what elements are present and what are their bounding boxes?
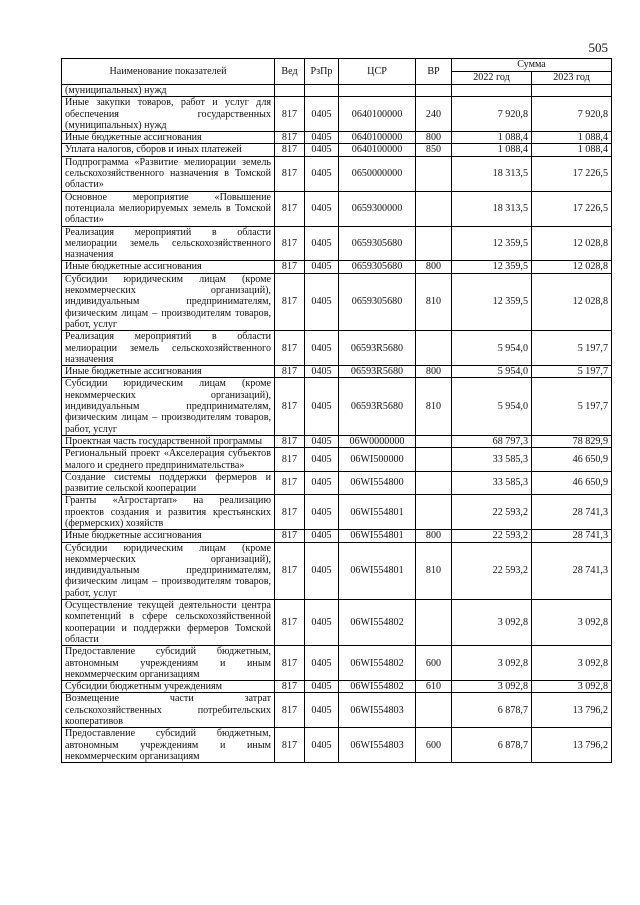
row-rzpr: 0405 <box>305 132 339 144</box>
row-vr <box>416 156 452 191</box>
row-ved: 817 <box>275 471 305 495</box>
row-csr: 06WI554801 <box>339 495 416 530</box>
row-rzpr: 0405 <box>305 226 339 261</box>
table-row <box>62 226 612 261</box>
row-ved: 817 <box>275 542 305 599</box>
header-vr: ВР <box>416 59 452 85</box>
row-sum-2022: 3 092,8 <box>452 600 532 646</box>
row-vr <box>416 600 452 646</box>
row-csr: 06WI554803 <box>339 693 416 728</box>
row-csr: 06WI554802 <box>339 646 416 681</box>
row-name: Уплата налогов, сборов и иных платежей <box>62 144 275 156</box>
row-csr: 06WI554801 <box>339 530 416 542</box>
table-row <box>62 728 612 763</box>
row-name: Гранты «Агростартап» на реализацию проектов создания и развития крестьянских (фермерских) хозяйств <box>62 495 275 530</box>
row-ved: 817 <box>275 681 305 693</box>
header-year-2022: 2022 год <box>452 72 532 85</box>
row-sum-2022: 1 088,4 <box>452 132 532 144</box>
row-csr: 0650000000 <box>339 156 416 191</box>
row-vr <box>416 495 452 530</box>
row-sum-2022: 5 954,0 <box>452 378 532 435</box>
row-sum-2023: 46 650,9 <box>532 471 612 495</box>
row-sum-2023: 12 028,8 <box>532 261 612 273</box>
row-csr: 0640100000 <box>339 132 416 144</box>
row-sum-2022: 22 593,2 <box>452 542 532 599</box>
row-sum-2023: 46 650,9 <box>532 448 612 472</box>
row-name: Иные бюджетные ассигнования <box>62 530 275 542</box>
row-sum-2023: 28 741,3 <box>532 542 612 599</box>
header-year-2023: 2023 год <box>532 72 612 85</box>
row-rzpr: 0405 <box>305 448 339 472</box>
row-ved <box>275 85 305 97</box>
row-vr: 810 <box>416 378 452 435</box>
row-vr <box>416 331 452 366</box>
row-sum-2022: 1 088,4 <box>452 144 532 156</box>
table-row <box>62 693 612 728</box>
row-rzpr: 0405 <box>305 191 339 226</box>
row-vr: 800 <box>416 132 452 144</box>
row-name: Проектная часть государственной программы <box>62 435 275 447</box>
row-ved: 817 <box>275 693 305 728</box>
row-sum-2023: 1 088,4 <box>532 132 612 144</box>
row-rzpr: 0405 <box>305 378 339 435</box>
row-name: Подпрограмма «Развитие мелиорации земель сельскохозяйственного назначения в Томской области» <box>62 156 275 191</box>
row-rzpr: 0405 <box>305 273 339 330</box>
table-row <box>62 331 612 366</box>
row-sum-2023: 5 197,7 <box>532 331 612 366</box>
row-ved: 817 <box>275 728 305 763</box>
table-row <box>62 646 612 681</box>
budget-table <box>61 58 612 763</box>
row-name: Реализация мероприятий в области мелиорации земель сельскохозяйственного назначения <box>62 331 275 366</box>
row-name: Субсидии юридическим лицам (кроме некоммерческих организаций), индивидуальным предпринимателям, физическим лицам – производителям товаров, работ, услуг <box>62 273 275 330</box>
row-name: Возмещение части затрат сельскохозяйственных потребительских кооперативов <box>62 693 275 728</box>
row-vr <box>416 471 452 495</box>
row-ved: 817 <box>275 132 305 144</box>
row-ved: 817 <box>275 435 305 447</box>
row-ved: 817 <box>275 646 305 681</box>
row-vr: 800 <box>416 366 452 378</box>
row-rzpr: 0405 <box>305 261 339 273</box>
row-vr: 600 <box>416 728 452 763</box>
row-sum-2022: 12 359,5 <box>452 226 532 261</box>
table-row <box>62 435 612 447</box>
row-sum-2022: 18 313,5 <box>452 156 532 191</box>
row-rzpr: 0405 <box>305 600 339 646</box>
row-vr: 810 <box>416 542 452 599</box>
row-vr: 800 <box>416 530 452 542</box>
table-row <box>62 261 612 273</box>
row-vr: 610 <box>416 681 452 693</box>
row-sum-2023: 3 092,8 <box>532 646 612 681</box>
row-rzpr: 0405 <box>305 728 339 763</box>
row-rzpr: 0405 <box>305 97 339 132</box>
row-csr: 06593R5680 <box>339 331 416 366</box>
row-vr: 600 <box>416 646 452 681</box>
row-sum-2023: 7 920,8 <box>532 97 612 132</box>
row-csr: 0659300000 <box>339 191 416 226</box>
row-sum-2022: 6 878,7 <box>452 693 532 728</box>
row-csr: 06WI554801 <box>339 542 416 599</box>
row-sum-2022: 22 593,2 <box>452 530 532 542</box>
row-sum-2022: 5 954,0 <box>452 366 532 378</box>
row-csr: 06WI554802 <box>339 681 416 693</box>
row-ved: 817 <box>275 97 305 132</box>
row-rzpr: 0405 <box>305 681 339 693</box>
row-rzpr: 0405 <box>305 331 339 366</box>
table-row <box>62 85 612 97</box>
row-csr: 06593R5680 <box>339 378 416 435</box>
row-sum-2023: 5 197,7 <box>532 378 612 435</box>
row-rzpr: 0405 <box>305 646 339 681</box>
row-vr <box>416 693 452 728</box>
header-sum: Сумма <box>452 59 612 72</box>
header-csr: ЦСР <box>339 59 416 85</box>
row-sum-2023: 5 197,7 <box>532 366 612 378</box>
row-ved: 817 <box>275 495 305 530</box>
row-sum-2023: 28 741,3 <box>532 495 612 530</box>
row-csr: 06WI554800 <box>339 471 416 495</box>
row-vr: 800 <box>416 261 452 273</box>
row-sum-2022: 18 313,5 <box>452 191 532 226</box>
row-sum-2022: 33 585,3 <box>452 448 532 472</box>
row-csr: 0640100000 <box>339 144 416 156</box>
row-name: Создание системы поддержки фермеров и развитие сельской кооперации <box>62 471 275 495</box>
row-rzpr: 0405 <box>305 693 339 728</box>
row-sum-2022 <box>452 85 532 97</box>
row-ved: 817 <box>275 191 305 226</box>
table-row <box>62 156 612 191</box>
row-ved: 817 <box>275 366 305 378</box>
row-csr: 06WI500000 <box>339 448 416 472</box>
row-sum-2022: 5 954,0 <box>452 331 532 366</box>
row-name: Региональный проект «Акселерация субъектов малого и среднего предпринимательства» <box>62 448 275 472</box>
table-row <box>62 97 612 132</box>
row-sum-2023: 1 088,4 <box>532 144 612 156</box>
table-row <box>62 530 612 542</box>
row-rzpr: 0405 <box>305 495 339 530</box>
row-rzpr: 0405 <box>305 542 339 599</box>
row-rzpr: 0405 <box>305 366 339 378</box>
row-csr <box>339 85 416 97</box>
row-name: Осуществление текущей деятельности центра компетенций в сфере сельскохозяйственной кооперации и поддержки фермеров Томской области <box>62 600 275 646</box>
table-row <box>62 191 612 226</box>
row-sum-2022: 12 359,5 <box>452 273 532 330</box>
table-row <box>62 495 612 530</box>
row-sum-2023: 3 092,8 <box>532 600 612 646</box>
row-sum-2022: 6 878,7 <box>452 728 532 763</box>
row-ved: 817 <box>275 331 305 366</box>
row-sum-2023: 12 028,8 <box>532 273 612 330</box>
row-name: Реализация мероприятий в области мелиорации земель сельскохозяйственного назначения <box>62 226 275 261</box>
row-vr <box>416 226 452 261</box>
row-ved: 817 <box>275 378 305 435</box>
row-csr: 0659305680 <box>339 226 416 261</box>
header-rzpr: РзПр <box>305 59 339 85</box>
row-vr <box>416 85 452 97</box>
table-body <box>62 85 612 763</box>
row-sum-2023: 13 796,2 <box>532 728 612 763</box>
row-sum-2023 <box>532 85 612 97</box>
row-name: Иные бюджетные ассигнования <box>62 132 275 144</box>
row-csr: 0659305680 <box>339 261 416 273</box>
table-row <box>62 448 612 472</box>
row-rzpr <box>305 85 339 97</box>
row-ved: 817 <box>275 448 305 472</box>
row-vr: 810 <box>416 273 452 330</box>
row-vr <box>416 191 452 226</box>
row-vr: 240 <box>416 97 452 132</box>
row-sum-2023: 17 226,5 <box>532 191 612 226</box>
row-sum-2022: 3 092,8 <box>452 681 532 693</box>
row-name: Субсидии юридическим лицам (кроме некоммерческих организаций), индивидуальным предпринимателям, физическим лицам – производителям товаров, работ, услуг <box>62 542 275 599</box>
row-name: Субсидии юридическим лицам (кроме некоммерческих организаций), индивидуальным предпринимателям, физическим лицам – производителям товаров, работ, услуг <box>62 378 275 435</box>
row-sum-2023: 13 796,2 <box>532 693 612 728</box>
row-name: Предоставление субсидий бюджетным, автономным учреждениям и иным некоммерческим организациям <box>62 646 275 681</box>
row-rzpr: 0405 <box>305 435 339 447</box>
table-row <box>62 378 612 435</box>
row-sum-2023: 3 092,8 <box>532 681 612 693</box>
table-row <box>62 366 612 378</box>
table-row <box>62 144 612 156</box>
row-sum-2023: 12 028,8 <box>532 226 612 261</box>
header-name: Наименование показателей <box>62 59 275 85</box>
row-name: Предоставление субсидий бюджетным, автономным учреждениям и иным некоммерческим организациям <box>62 728 275 763</box>
table-row <box>62 471 612 495</box>
row-sum-2022: 12 359,5 <box>452 261 532 273</box>
table-row <box>62 132 612 144</box>
row-name: Субсидии бюджетным учреждениям <box>62 681 275 693</box>
header-ved: Вед <box>275 59 305 85</box>
row-sum-2022: 3 092,8 <box>452 646 532 681</box>
row-rzpr: 0405 <box>305 156 339 191</box>
row-rzpr: 0405 <box>305 530 339 542</box>
row-name: Основное мероприятие «Повышение потенциала мелиорируемых земель в Томской области» <box>62 191 275 226</box>
row-name: (муниципальных) нужд <box>62 85 275 97</box>
row-name: Иные бюджетные ассигнования <box>62 261 275 273</box>
row-rzpr: 0405 <box>305 471 339 495</box>
row-csr: 06WI554802 <box>339 600 416 646</box>
row-sum-2023: 28 741,3 <box>532 530 612 542</box>
row-rzpr: 0405 <box>305 144 339 156</box>
row-ved: 817 <box>275 156 305 191</box>
table-row <box>62 600 612 646</box>
row-ved: 817 <box>275 261 305 273</box>
row-sum-2023: 17 226,5 <box>532 156 612 191</box>
row-csr: 06W0000000 <box>339 435 416 447</box>
row-ved: 817 <box>275 600 305 646</box>
row-ved: 817 <box>275 226 305 261</box>
row-sum-2023: 78 829,9 <box>532 435 612 447</box>
row-csr: 0640100000 <box>339 97 416 132</box>
row-csr: 06593R5680 <box>339 366 416 378</box>
row-name: Иные бюджетные ассигнования <box>62 366 275 378</box>
table-row <box>62 542 612 599</box>
row-sum-2022: 7 920,8 <box>452 97 532 132</box>
table-row <box>62 273 612 330</box>
row-ved: 817 <box>275 530 305 542</box>
table-row <box>62 681 612 693</box>
row-ved: 817 <box>275 144 305 156</box>
row-sum-2022: 68 797,3 <box>452 435 532 447</box>
row-vr <box>416 435 452 447</box>
row-csr: 0659305680 <box>339 273 416 330</box>
row-ved: 817 <box>275 273 305 330</box>
page-number: 505 <box>588 40 608 55</box>
row-vr: 850 <box>416 144 452 156</box>
row-vr <box>416 448 452 472</box>
row-name: Иные закупки товаров, работ и услуг для обеспечения государственных (муниципальных) нужд <box>62 97 275 132</box>
row-csr: 06WI554803 <box>339 728 416 763</box>
row-sum-2022: 33 585,3 <box>452 471 532 495</box>
row-sum-2022: 22 593,2 <box>452 495 532 530</box>
